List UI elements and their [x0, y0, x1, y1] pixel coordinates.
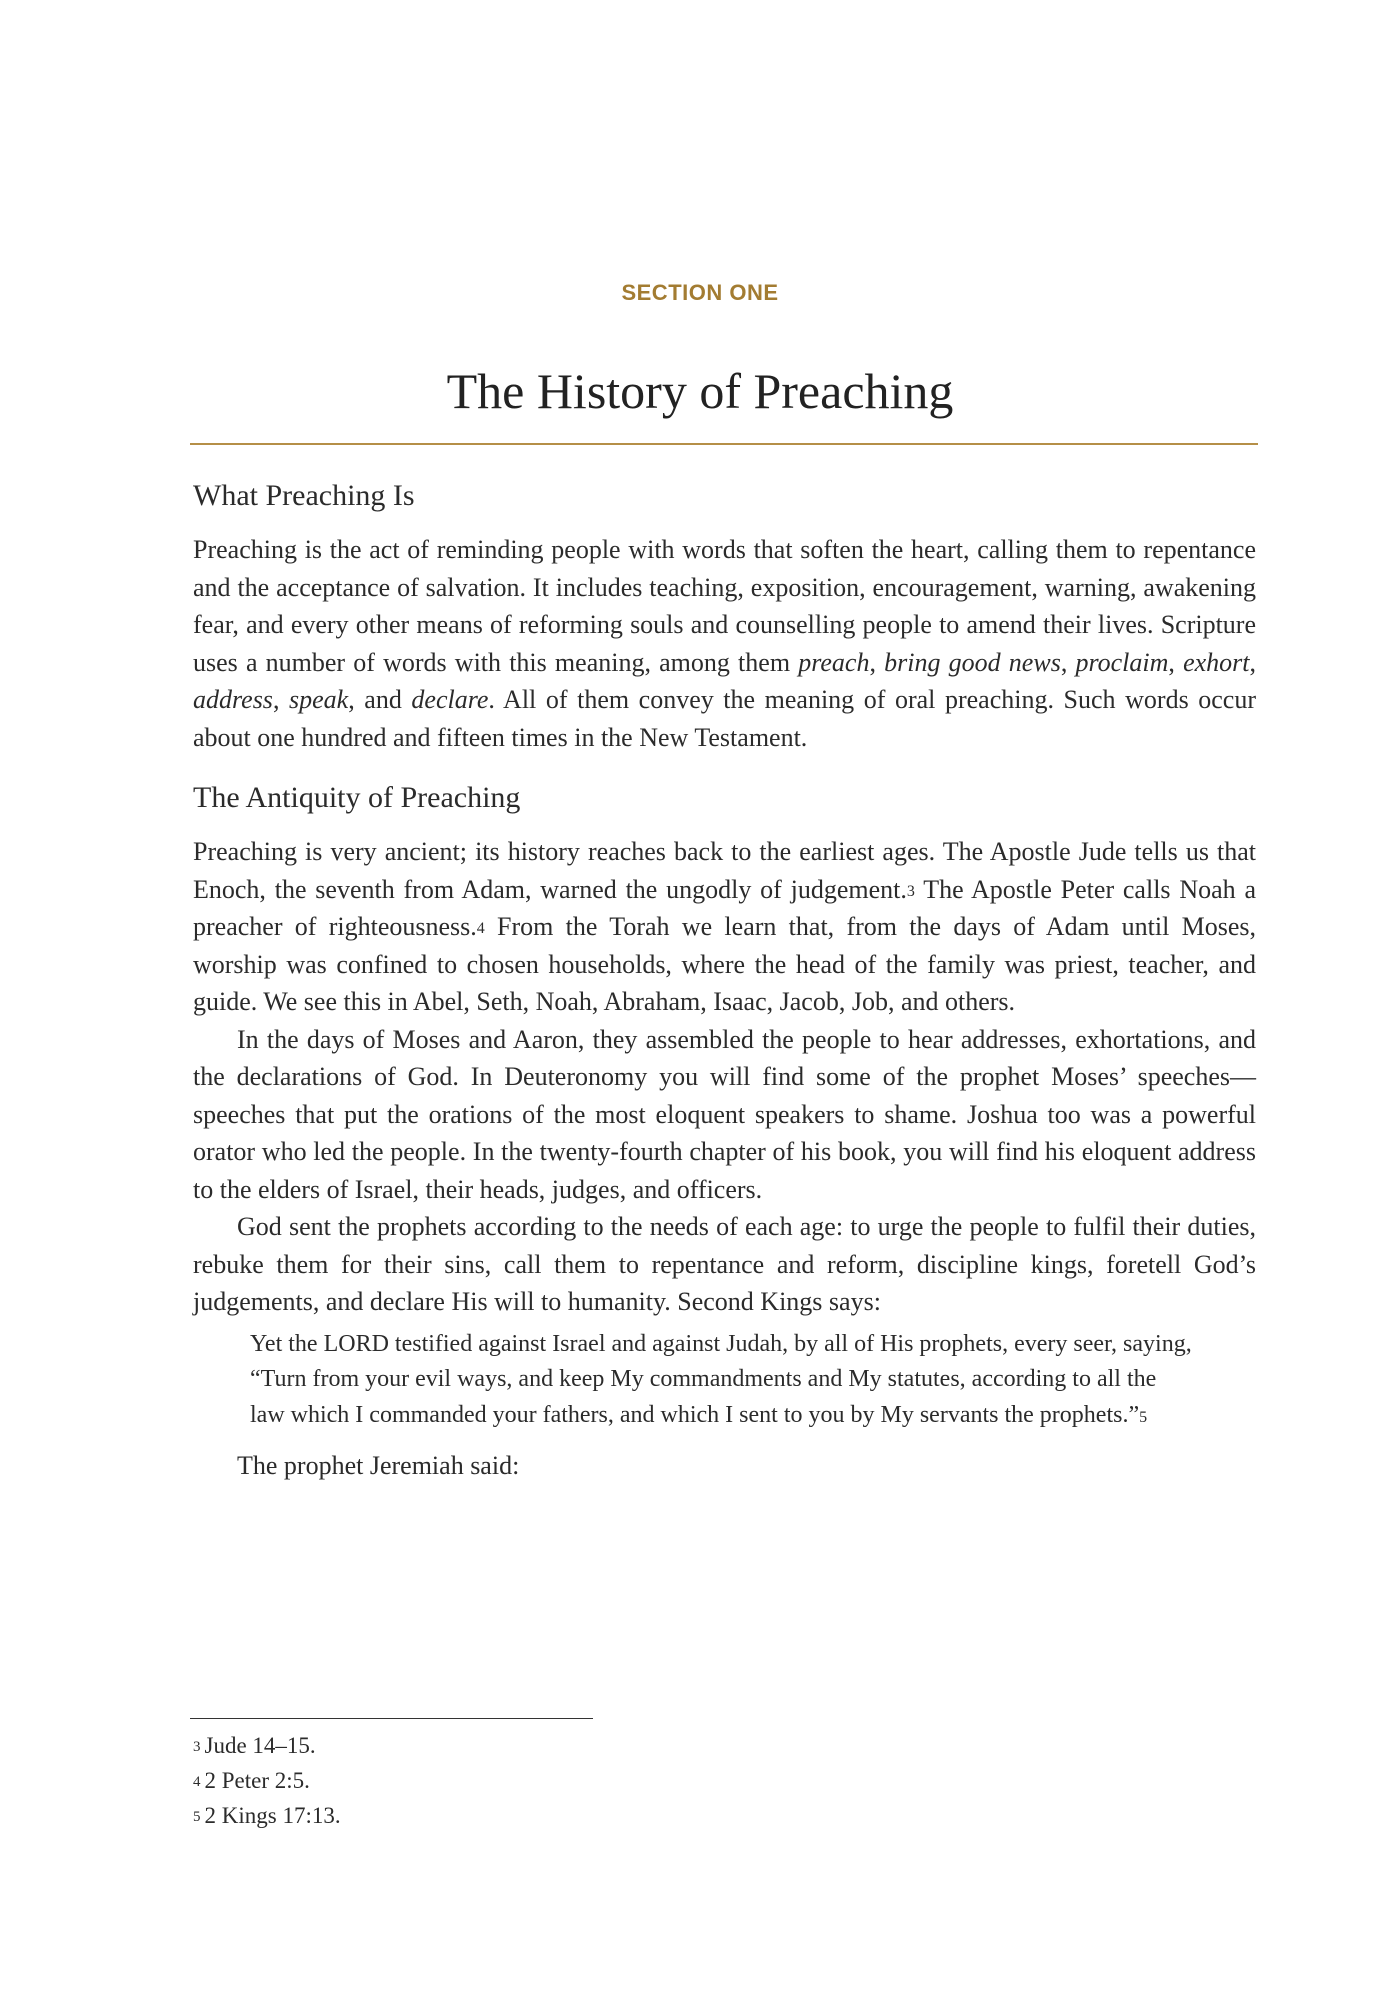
footnote-text: Jude 14–15.	[204, 1733, 316, 1758]
footnote-divider	[190, 1718, 593, 1719]
section-heading-what-preaching-is: What Preaching Is	[193, 479, 415, 512]
text-run: ,	[869, 647, 885, 677]
page-title: The History of Preaching	[446, 363, 954, 419]
text-run: ,	[1249, 647, 1256, 677]
italic-term: speak	[289, 685, 349, 714]
italic-term: bring good news	[884, 647, 1061, 677]
text-run: ,	[1060, 647, 1076, 677]
quote-text: Yet the LORD testified against Israel and against Judah, by all of His prophets, every seer, saying, “Turn from your evil ways, and keep My commandments and My statutes, according to all the law which I commanded your fathers, and which I sent to you by My servants the prophets.”	[250, 1330, 1192, 1428]
text-run: From the Torah we learn that, from the days of Adam until Moses, worship was confined to chosen households, where the head of the family was priest, teacher, and guide. We see this in Abel, Seth, Noah, Abraham, Isaac, Jacob, Job, and others.	[193, 912, 1256, 1016]
footnote-4	[193, 1763, 793, 1798]
paragraph-antiquity-1	[193, 833, 1256, 1021]
footnotes	[193, 1728, 793, 1833]
paragraph-antiquity-2: In the days of Moses and Aaron, they assembled the people to hear addresses, exhortations, and the declarations of God. In Deuteronomy you will find some of the prophet Moses’ speeches—speeches that put the orations of the most eloquent speakers to shame. Joshua too was a powerful orator who led the people. In the twenty-fourth chapter of his book, you will find his eloquent address to the elders of Israel, their heads, judges, and officers.	[193, 1024, 1256, 1204]
italic-term: preach	[798, 647, 870, 677]
footnote-5	[193, 1798, 793, 1833]
text-run: . All of them convey the meaning of oral preaching. Such words occur about one hundred and fifteen times in the New Testament.	[193, 685, 1257, 752]
footnote-ref-3[interactable]: 3	[906, 882, 915, 900]
footnote-number: 4	[193, 1774, 201, 1790]
text-run: ,	[272, 685, 290, 714]
title-divider	[190, 443, 1258, 445]
section-heading-antiquity-of-preaching: The Antiquity of Preaching	[193, 781, 521, 814]
scripture-quote	[250, 1327, 1196, 1434]
spacer	[193, 756, 1256, 778]
section-label: SECTION ONE	[621, 280, 779, 305]
paragraph-what-preaching-is	[193, 531, 1256, 756]
footnote-ref-4[interactable]: 4	[476, 920, 485, 937]
paragraph-antiquity-4: The prophet Jeremiah said:	[237, 1451, 520, 1480]
text-run: , and	[348, 685, 412, 714]
footnote-text: 2 Peter 2:5.	[204, 1768, 310, 1793]
italic-term: exhort	[1183, 647, 1250, 677]
footnote-number: 3	[193, 1739, 201, 1755]
paragraph-antiquity-3: God sent the prophets according to the needs of each age: to urge the people to fulfil their duties, rebuke them for their sins, call them to repentance and reform, discipline kings, foretell God’s judgements, and declare His will to humanity. Second Kings says:	[193, 1212, 1256, 1316]
text-run: The Apostle Peter calls Noah a preacher of righteousness.	[193, 874, 1256, 941]
footnote-ref-5[interactable]: 5	[1139, 1408, 1148, 1426]
footnote-3	[193, 1728, 793, 1763]
italic-term: address	[193, 685, 273, 714]
text-run: Preaching is very ancient; its history reaches back to the earliest ages. The Apostle Jude tells us that Enoch, the seventh from Adam, warned the ungodly of judgement.	[193, 837, 1256, 904]
italic-term: declare	[411, 685, 489, 714]
footnote-text: 2 Kings 17:13.	[204, 1803, 341, 1828]
footnote-number: 5	[193, 1809, 201, 1825]
text-run: ,	[1168, 647, 1184, 677]
main-content	[193, 476, 1256, 1485]
italic-term: proclaim	[1075, 647, 1169, 677]
text-run: Preaching is the act of reminding people with words that soften the heart, calling them to repentance and the acceptance of salvation. It includes teaching, exposition, encouragement, warning, awakening fear, and every other means of reforming souls and counselling people to amend their lives. Scripture uses a number of words with this meaning, among them	[193, 535, 1256, 677]
